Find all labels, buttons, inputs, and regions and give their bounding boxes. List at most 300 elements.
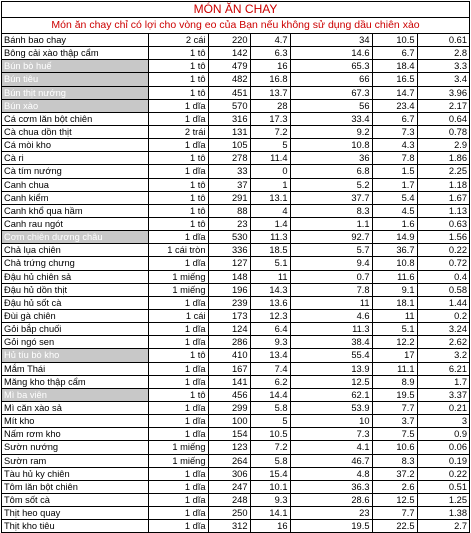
portion-cell[interactable]: 1 dĩa <box>148 231 208 244</box>
portion-cell[interactable]: 1 cái <box>148 309 208 322</box>
calories-cell[interactable]: 105 <box>208 139 250 152</box>
fiber-cell[interactable]: 0.51 <box>417 480 469 493</box>
carbs-cell[interactable]: 12.5 <box>290 375 372 388</box>
table-row[interactable] <box>2 441 469 454</box>
fiber-cell[interactable]: 0.58 <box>417 283 469 296</box>
dish-name-cell[interactable]: Măng kho thập cẩm <box>2 375 148 388</box>
table-row[interactable] <box>2 375 469 388</box>
fiber-cell[interactable]: 0.06 <box>417 441 469 454</box>
portion-cell[interactable]: 1 dĩa <box>148 362 208 375</box>
protein-cell[interactable]: 11.1 <box>372 362 417 375</box>
fat-cell[interactable]: 5.8 <box>250 454 290 467</box>
calories-cell[interactable]: 37 <box>208 178 250 191</box>
fat-cell[interactable]: 16 <box>250 520 290 533</box>
fiber-cell[interactable]: 0.72 <box>417 257 469 270</box>
fat-cell[interactable]: 16.8 <box>250 73 290 86</box>
carbs-cell[interactable]: 36.3 <box>290 480 372 493</box>
dish-name-cell[interactable]: Canh chua <box>2 178 148 191</box>
calories-cell[interactable]: 154 <box>208 428 250 441</box>
fiber-cell[interactable]: 1.25 <box>417 493 469 506</box>
fat-cell[interactable]: 9.3 <box>250 336 290 349</box>
dish-name-cell[interactable]: Gỏi bắp chuối <box>2 323 148 336</box>
carbs-cell[interactable]: 65.3 <box>290 60 372 73</box>
carbs-cell[interactable]: 28.6 <box>290 493 372 506</box>
fiber-cell[interactable]: 3.37 <box>417 388 469 401</box>
fiber-cell[interactable]: 2.17 <box>417 99 469 112</box>
protein-cell[interactable]: 1.5 <box>372 165 417 178</box>
fiber-cell[interactable]: 2.8 <box>417 47 469 60</box>
dish-name-cell[interactable]: Mắm Thái <box>2 362 148 375</box>
portion-cell[interactable]: 1 miếng <box>148 270 208 283</box>
protein-cell[interactable]: 18.4 <box>372 60 417 73</box>
fiber-cell[interactable]: 0.22 <box>417 244 469 257</box>
carbs-cell[interactable]: 9.2 <box>290 125 372 138</box>
calories-cell[interactable]: 247 <box>208 480 250 493</box>
fiber-cell[interactable]: 1.7 <box>417 375 469 388</box>
fat-cell[interactable]: 13.4 <box>250 349 290 362</box>
portion-cell[interactable]: 1 tô <box>148 152 208 165</box>
table-row[interactable] <box>2 493 469 506</box>
portion-cell[interactable]: 1 dĩa <box>148 139 208 152</box>
portion-cell[interactable]: 1 tô <box>148 60 208 73</box>
fiber-cell[interactable]: 0.61 <box>417 34 469 47</box>
fat-cell[interactable]: 1 <box>250 178 290 191</box>
dish-name-cell[interactable]: Cà tím nướng <box>2 165 148 178</box>
portion-cell[interactable]: 2 trái <box>148 125 208 138</box>
fat-cell[interactable]: 4.7 <box>250 34 290 47</box>
table-row[interactable] <box>2 336 469 349</box>
calories-cell[interactable]: 127 <box>208 257 250 270</box>
calories-cell[interactable]: 278 <box>208 152 250 165</box>
fat-cell[interactable]: 9.3 <box>250 493 290 506</box>
protein-cell[interactable]: 1.6 <box>372 217 417 230</box>
protein-cell[interactable]: 6.7 <box>372 47 417 60</box>
calories-cell[interactable]: 173 <box>208 309 250 322</box>
protein-cell[interactable]: 5.4 <box>372 191 417 204</box>
dish-name-cell[interactable]: Đậu hủ sốt cà <box>2 296 148 309</box>
dish-name-cell[interactable]: Mì ba viên <box>2 388 148 401</box>
protein-cell[interactable]: 8.9 <box>372 375 417 388</box>
table-row[interactable] <box>2 323 469 336</box>
fat-cell[interactable]: 5 <box>250 139 290 152</box>
fiber-cell[interactable]: 2.62 <box>417 336 469 349</box>
table-row[interactable] <box>2 204 469 217</box>
carbs-cell[interactable]: 10 <box>290 415 372 428</box>
carbs-cell[interactable]: 13.9 <box>290 362 372 375</box>
table-row[interactable] <box>2 217 469 230</box>
table-row[interactable] <box>2 349 469 362</box>
portion-cell[interactable]: 2 cái <box>148 34 208 47</box>
carbs-cell[interactable]: 1.1 <box>290 217 372 230</box>
portion-cell[interactable]: 1 cái tròn <box>148 244 208 257</box>
table-row[interactable] <box>2 60 469 73</box>
calories-cell[interactable]: 299 <box>208 401 250 414</box>
table-row[interactable] <box>2 480 469 493</box>
portion-cell[interactable]: 1 miếng <box>148 283 208 296</box>
dish-name-cell[interactable]: Bún thịt nướng <box>2 86 148 99</box>
fat-cell[interactable]: 5 <box>250 415 290 428</box>
fiber-cell[interactable]: 1.86 <box>417 152 469 165</box>
portion-cell[interactable]: 1 dĩa <box>148 323 208 336</box>
fat-cell[interactable]: 11.4 <box>250 152 290 165</box>
table-row[interactable] <box>2 296 469 309</box>
calories-cell[interactable]: 248 <box>208 493 250 506</box>
protein-cell[interactable]: 7.8 <box>372 152 417 165</box>
portion-cell[interactable]: 1 dĩa <box>148 493 208 506</box>
calories-cell[interactable]: 456 <box>208 388 250 401</box>
carbs-cell[interactable]: 66 <box>290 73 372 86</box>
portion-cell[interactable]: 1 dĩa <box>148 99 208 112</box>
fiber-cell[interactable]: 2.25 <box>417 165 469 178</box>
dish-name-cell[interactable]: Canh rau ngót <box>2 217 148 230</box>
calories-cell[interactable]: 482 <box>208 73 250 86</box>
fat-cell[interactable]: 14.3 <box>250 283 290 296</box>
fat-cell[interactable]: 13.1 <box>250 191 290 204</box>
fiber-cell[interactable]: 0.63 <box>417 217 469 230</box>
calories-cell[interactable]: 88 <box>208 204 250 217</box>
fiber-cell[interactable]: 0.22 <box>417 467 469 480</box>
table-row[interactable] <box>2 73 469 86</box>
fiber-cell[interactable]: 0.21 <box>417 401 469 414</box>
carbs-cell[interactable]: 92.7 <box>290 231 372 244</box>
portion-cell[interactable]: 1 tô <box>148 217 208 230</box>
carbs-cell[interactable]: 46.7 <box>290 454 372 467</box>
carbs-cell[interactable]: 37.7 <box>290 191 372 204</box>
fat-cell[interactable]: 0 <box>250 165 290 178</box>
fiber-cell[interactable]: 3 <box>417 415 469 428</box>
fiber-cell[interactable]: 3.2 <box>417 349 469 362</box>
protein-cell[interactable]: 22.5 <box>372 520 417 533</box>
carbs-cell[interactable]: 34 <box>290 34 372 47</box>
fat-cell[interactable]: 14.1 <box>250 507 290 520</box>
protein-cell[interactable]: 11.6 <box>372 270 417 283</box>
carbs-cell[interactable]: 5.2 <box>290 178 372 191</box>
dish-name-cell[interactable]: Bún tiêu <box>2 73 148 86</box>
portion-cell[interactable]: 1 dĩa <box>148 428 208 441</box>
table-row[interactable] <box>2 454 469 467</box>
fat-cell[interactable]: 11 <box>250 270 290 283</box>
dish-name-cell[interactable]: Cà ri <box>2 152 148 165</box>
fat-cell[interactable]: 5.1 <box>250 257 290 270</box>
table-row[interactable] <box>2 191 469 204</box>
calories-cell[interactable]: 451 <box>208 86 250 99</box>
calories-cell[interactable]: 410 <box>208 349 250 362</box>
calories-cell[interactable]: 264 <box>208 454 250 467</box>
fat-cell[interactable]: 1.4 <box>250 217 290 230</box>
portion-cell[interactable]: 1 dĩa <box>148 480 208 493</box>
fiber-cell[interactable]: 0.9 <box>417 428 469 441</box>
dish-name-cell[interactable]: Mít kho <box>2 415 148 428</box>
portion-cell[interactable]: 1 tô <box>148 47 208 60</box>
dish-name-cell[interactable]: Đậu hủ dồn thịt <box>2 283 148 296</box>
dish-name-cell[interactable]: Chả trứng chưng <box>2 257 148 270</box>
calories-cell[interactable]: 33 <box>208 165 250 178</box>
fat-cell[interactable]: 6.4 <box>250 323 290 336</box>
portion-cell[interactable]: 1 tô <box>148 178 208 191</box>
carbs-cell[interactable]: 14.6 <box>290 47 372 60</box>
carbs-cell[interactable]: 10.8 <box>290 139 372 152</box>
calories-cell[interactable]: 124 <box>208 323 250 336</box>
fat-cell[interactable]: 16 <box>250 60 290 73</box>
carbs-cell[interactable]: 7.8 <box>290 283 372 296</box>
protein-cell[interactable]: 14.9 <box>372 231 417 244</box>
fat-cell[interactable]: 10.5 <box>250 428 290 441</box>
protein-cell[interactable]: 12.2 <box>372 336 417 349</box>
carbs-cell[interactable]: 67.3 <box>290 86 372 99</box>
table-row[interactable] <box>2 428 469 441</box>
table-row[interactable] <box>2 257 469 270</box>
fiber-cell[interactable]: 0.19 <box>417 454 469 467</box>
fat-cell[interactable]: 15.4 <box>250 467 290 480</box>
table-row[interactable] <box>2 86 469 99</box>
dish-name-cell[interactable]: Tàu hủ ky chiên <box>2 467 148 480</box>
portion-cell[interactable]: 1 tô <box>148 204 208 217</box>
fat-cell[interactable]: 7.2 <box>250 441 290 454</box>
portion-cell[interactable]: 1 dĩa <box>148 375 208 388</box>
dish-name-cell[interactable]: Bông cải xào thập cẩm <box>2 47 148 60</box>
carbs-cell[interactable]: 55.4 <box>290 349 372 362</box>
fat-cell[interactable]: 5.8 <box>250 401 290 414</box>
dish-name-cell[interactable]: Bún xào <box>2 99 148 112</box>
calories-cell[interactable]: 479 <box>208 60 250 73</box>
table-row[interactable] <box>2 507 469 520</box>
carbs-cell[interactable]: 4.1 <box>290 441 372 454</box>
dish-name-cell[interactable]: Sườn nướng <box>2 441 148 454</box>
calories-cell[interactable]: 196 <box>208 283 250 296</box>
dish-name-cell[interactable]: Tôm lăn bột chiên <box>2 480 148 493</box>
dish-name-cell[interactable]: Thịt kho tiêu <box>2 520 148 533</box>
calories-cell[interactable]: 167 <box>208 362 250 375</box>
protein-cell[interactable]: 4.3 <box>372 139 417 152</box>
protein-cell[interactable]: 36.7 <box>372 244 417 257</box>
carbs-cell[interactable]: 11.3 <box>290 323 372 336</box>
portion-cell[interactable]: 1 dĩa <box>148 415 208 428</box>
portion-cell[interactable]: 1 tô <box>148 349 208 362</box>
fat-cell[interactable]: 13.6 <box>250 296 290 309</box>
calories-cell[interactable]: 286 <box>208 336 250 349</box>
carbs-cell[interactable]: 5.7 <box>290 244 372 257</box>
fat-cell[interactable]: 14.4 <box>250 388 290 401</box>
table-row[interactable] <box>2 520 469 533</box>
portion-cell[interactable]: 1 dĩa <box>148 112 208 125</box>
carbs-cell[interactable]: 0.7 <box>290 270 372 283</box>
dish-name-cell[interactable]: Canh khổ qua hầm <box>2 204 148 217</box>
table-row[interactable] <box>2 401 469 414</box>
table-row[interactable] <box>2 139 469 152</box>
protein-cell[interactable]: 16.5 <box>372 73 417 86</box>
table-row[interactable] <box>2 112 469 125</box>
portion-cell[interactable]: 1 dĩa <box>148 507 208 520</box>
portion-cell[interactable]: 1 dĩa <box>148 296 208 309</box>
fat-cell[interactable]: 4 <box>250 204 290 217</box>
dish-name-cell[interactable]: Cá mòi kho <box>2 139 148 152</box>
fiber-cell[interactable]: 2.7 <box>454 521 467 532</box>
portion-cell[interactable]: 1 dĩa <box>148 165 208 178</box>
calories-cell[interactable]: 239 <box>208 296 250 309</box>
dish-name-cell[interactable]: Cà chua dồn thịt <box>2 125 148 138</box>
fat-cell[interactable]: 11.3 <box>250 231 290 244</box>
calories-cell[interactable]: 291 <box>208 191 250 204</box>
carbs-cell[interactable]: 36 <box>290 152 372 165</box>
table-row[interactable] <box>2 415 469 428</box>
protein-cell[interactable]: 10.8 <box>372 257 417 270</box>
dish-name-cell[interactable]: Bún bò huế <box>2 60 148 73</box>
protein-cell[interactable]: 7.3 <box>372 125 417 138</box>
protein-cell[interactable]: 23.4 <box>372 99 417 112</box>
carbs-cell[interactable]: 4.8 <box>290 467 372 480</box>
calories-cell[interactable]: 250 <box>208 507 250 520</box>
protein-cell[interactable]: 8.3 <box>372 454 417 467</box>
protein-cell[interactable]: 12.5 <box>372 493 417 506</box>
protein-cell[interactable]: 11 <box>372 309 417 322</box>
carbs-cell[interactable]: 6.8 <box>290 165 372 178</box>
fiber-cell[interactable]: 0.78 <box>417 125 469 138</box>
protein-cell[interactable]: 7.7 <box>372 507 417 520</box>
fiber-cell[interactable]: 2.9 <box>417 139 469 152</box>
calories-cell[interactable]: 220 <box>208 34 250 47</box>
table-row[interactable] <box>2 231 469 244</box>
fiber-cell[interactable]: 1.18 <box>417 178 469 191</box>
protein-cell[interactable]: 18.1 <box>372 296 417 309</box>
fiber-cell[interactable]: 0.4 <box>417 270 469 283</box>
table-row[interactable] <box>2 270 469 283</box>
fat-cell[interactable]: 6.2 <box>250 375 290 388</box>
table-row[interactable] <box>2 178 469 191</box>
protein-cell[interactable]: 14.7 <box>372 86 417 99</box>
protein-cell[interactable]: 17 <box>372 349 417 362</box>
portion-cell[interactable]: 1 miếng <box>148 454 208 467</box>
dish-name-cell[interactable]: Hủ tíu bò kho <box>2 349 148 362</box>
calories-cell[interactable]: 123 <box>208 441 250 454</box>
protein-cell[interactable]: 6.7 <box>372 112 417 125</box>
carbs-cell[interactable]: 4.6 <box>290 309 372 322</box>
calories-cell[interactable]: 148 <box>208 270 250 283</box>
carbs-cell[interactable]: 11 <box>290 296 372 309</box>
fat-cell[interactable]: 13.7 <box>250 86 290 99</box>
portion-cell[interactable]: 1 dĩa <box>148 401 208 414</box>
fat-cell[interactable]: 6.3 <box>250 47 290 60</box>
portion-cell[interactable]: 1 tô <box>148 86 208 99</box>
protein-cell[interactable]: 19.5 <box>372 388 417 401</box>
protein-cell[interactable]: 7.7 <box>372 401 417 414</box>
table-row[interactable] <box>2 244 469 257</box>
dish-name-cell[interactable]: Tôm sốt cà <box>2 493 148 506</box>
table-row[interactable] <box>2 388 469 401</box>
table-row[interactable] <box>2 283 469 296</box>
dish-name-cell[interactable]: Đậu hủ chiên sả <box>2 270 148 283</box>
protein-cell[interactable]: 5.1 <box>372 323 417 336</box>
calories-cell[interactable]: 23 <box>208 217 250 230</box>
portion-cell[interactable]: 1 dĩa <box>148 520 208 533</box>
portion-cell[interactable]: 1 dĩa <box>148 336 208 349</box>
fat-cell[interactable]: 12.3 <box>250 309 290 322</box>
dish-name-cell[interactable]: Chả lụa chiên <box>2 244 148 257</box>
fat-cell[interactable]: 17.3 <box>250 112 290 125</box>
fiber-cell[interactable]: 1.44 <box>417 296 469 309</box>
fiber-cell[interactable]: 1.38 <box>417 507 469 520</box>
dish-name-cell[interactable]: Nấm rơm kho <box>2 428 148 441</box>
portion-cell[interactable]: 1 tô <box>148 73 208 86</box>
table-row[interactable] <box>2 309 469 322</box>
dish-name-cell[interactable]: Sườn ram <box>2 454 148 467</box>
fat-cell[interactable]: 10.1 <box>250 480 290 493</box>
fiber-cell[interactable]: 3.96 <box>417 86 469 99</box>
carbs-cell[interactable]: 33.4 <box>290 112 372 125</box>
calories-cell[interactable]: 336 <box>208 244 250 257</box>
fat-cell[interactable]: 18.5 <box>250 244 290 257</box>
fiber-cell[interactable]: 1.56 <box>417 231 469 244</box>
carbs-cell[interactable]: 7.3 <box>290 428 372 441</box>
fat-cell[interactable]: 7.2 <box>250 125 290 138</box>
carbs-cell[interactable]: 8.3 <box>290 204 372 217</box>
dish-name-cell[interactable]: Bánh bao chay <box>2 34 148 47</box>
calories-cell[interactable]: 141 <box>208 375 250 388</box>
calories-cell[interactable]: 142 <box>208 47 250 60</box>
fiber-cell[interactable]: 0.64 <box>417 112 469 125</box>
dish-name-cell[interactable]: Cá cơm lăn bột chiên <box>2 112 148 125</box>
calories-cell[interactable]: 570 <box>208 99 250 112</box>
carbs-cell[interactable]: 53.9 <box>290 401 372 414</box>
dish-name-cell[interactable]: Gỏi ngó sen <box>2 336 148 349</box>
calories-cell[interactable]: 530 <box>208 231 250 244</box>
portion-cell[interactable]: 1 dĩa <box>148 467 208 480</box>
protein-cell[interactable]: 10.6 <box>372 441 417 454</box>
fiber-cell[interactable]: 3.4 <box>417 73 469 86</box>
carbs-cell[interactable]: 19.5 <box>290 520 372 533</box>
calories-cell[interactable]: 316 <box>208 112 250 125</box>
fiber-cell[interactable]: 3.24 <box>417 323 469 336</box>
portion-cell[interactable]: 1 tô <box>148 191 208 204</box>
table-row[interactable] <box>2 362 469 375</box>
carbs-cell[interactable]: 62.1 <box>290 388 372 401</box>
table-row[interactable] <box>2 152 469 165</box>
dish-name-cell[interactable]: Canh kiểm <box>2 191 148 204</box>
fiber-cell[interactable]: 3.3 <box>417 60 469 73</box>
table-row[interactable] <box>2 165 469 178</box>
calories-cell[interactable]: 312 <box>208 520 250 533</box>
protein-cell[interactable]: 9.1 <box>372 283 417 296</box>
carbs-cell[interactable]: 56 <box>290 99 372 112</box>
calories-cell[interactable]: 131 <box>208 125 250 138</box>
calories-cell[interactable]: 306 <box>208 467 250 480</box>
protein-cell[interactable]: 4.5 <box>372 204 417 217</box>
protein-cell[interactable]: 3.7 <box>372 415 417 428</box>
calories-cell[interactable]: 100 <box>208 415 250 428</box>
dish-name-cell[interactable]: Mì căn xào sả <box>2 401 148 414</box>
portion-cell[interactable]: 1 miếng <box>148 441 208 454</box>
dish-name-cell[interactable]: Đùi gà chiên <box>2 309 148 322</box>
table-row[interactable] <box>2 34 469 47</box>
portion-cell[interactable]: 1 dĩa <box>148 257 208 270</box>
table-row[interactable] <box>2 47 469 60</box>
table-row[interactable] <box>2 467 469 480</box>
fat-cell[interactable]: 28 <box>250 99 290 112</box>
protein-cell[interactable]: 7.5 <box>372 428 417 441</box>
protein-cell[interactable]: 10.5 <box>372 34 417 47</box>
table-row[interactable] <box>2 125 469 138</box>
fiber-cell[interactable]: 1.67 <box>417 191 469 204</box>
table-row[interactable] <box>2 99 469 112</box>
carbs-cell[interactable]: 9.4 <box>290 257 372 270</box>
fat-cell[interactable]: 7.4 <box>250 362 290 375</box>
fiber-cell[interactable]: 1.13 <box>417 204 469 217</box>
fiber-cell[interactable]: 6.21 <box>417 362 469 375</box>
carbs-cell[interactable]: 23 <box>290 507 372 520</box>
carbs-cell[interactable]: 38.4 <box>290 336 372 349</box>
protein-cell[interactable]: 2.6 <box>372 480 417 493</box>
protein-cell[interactable]: 1.7 <box>372 178 417 191</box>
dish-name-cell[interactable]: Thịt heo quay <box>2 507 148 520</box>
